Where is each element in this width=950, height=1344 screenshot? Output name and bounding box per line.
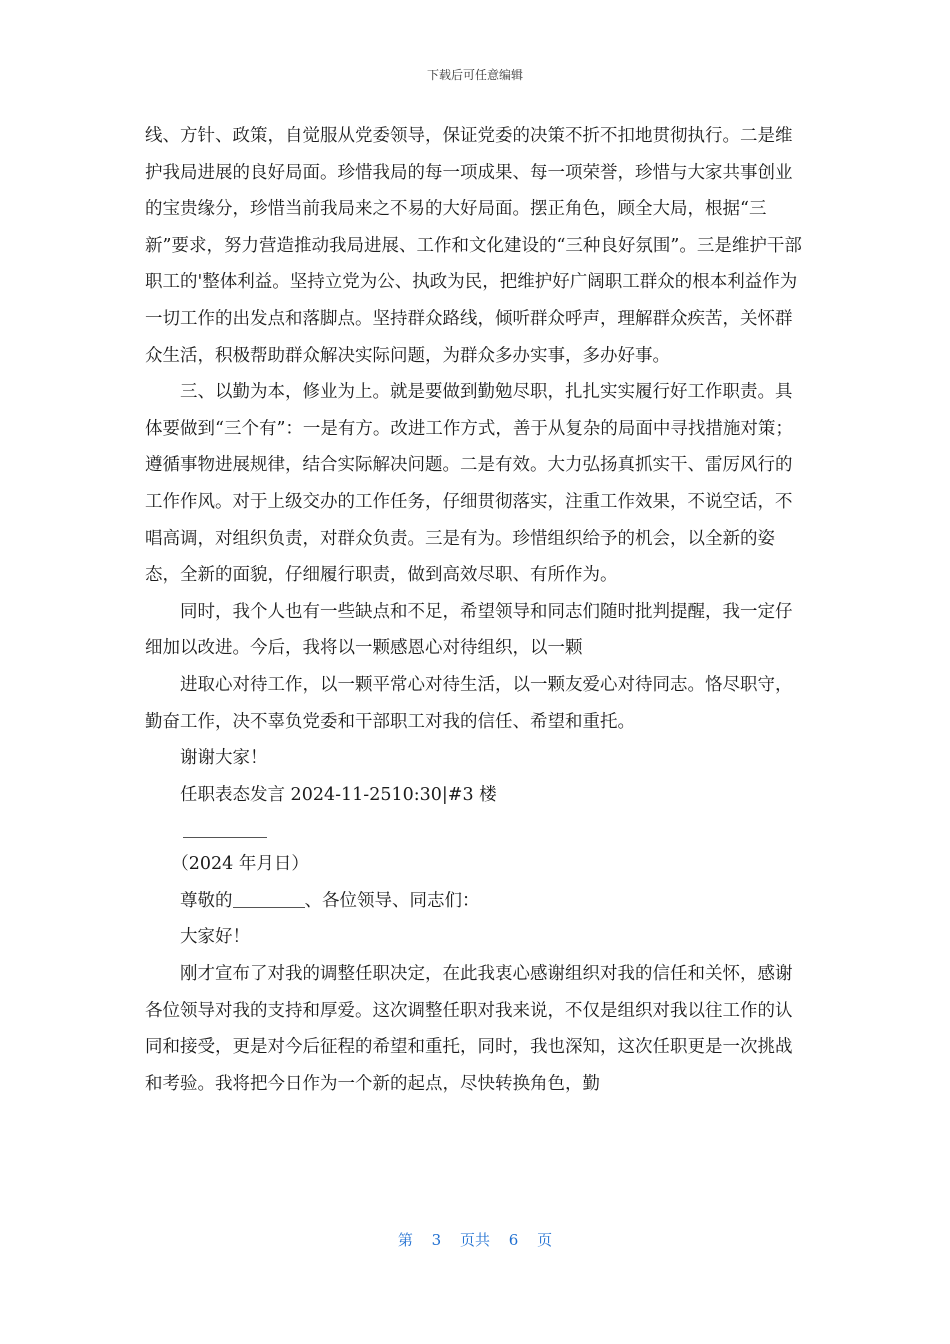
document-body	[145, 118, 805, 1102]
paragraph-3: 同时，我个人也有一些缺点和不足，希望领导和同志们随时批判提醒，我一定仔细加以改进。今后，我将以一颗感恩心对待组织，以一颗	[145, 601, 793, 659]
paragraph-4: 进取心对待工作，以一颗平常心对待生活，以一颗友爱心对待同志。恪尽职守，勤奋工作，决不辜负党委和干部职工对我的信任、希望和重托。	[145, 674, 793, 732]
greeting-line: 大家好！	[180, 927, 250, 948]
paragraph-2: 三、以勤为本，修业为上。就是要做到勤勉尽职，扎扎实实履行好工作职责。具体要做到“三个有”：一是有方。改进工作方式，善于从复杂的局面中寻找措施对策；遵循事物进展规律，结合实际解决问题。二是有效。大力弘扬真抓实干、雷厉风行的工作作风。对于上级交办的工作任务，仔细贯彻落实，注重工作效果，不说空话，不唱高调，对组织负责，对群众负责。三是有为。珍惜组织给予的机会，以全新的姿态，全新的面貌，仔细履行职责，做到高效尽职、有所作为。	[145, 382, 793, 586]
salutation-suffix: 、各位领导、同志们：	[304, 890, 480, 911]
page-current: 3	[431, 1231, 442, 1249]
page-footer	[0, 1229, 950, 1250]
paragraph-1: 线、方针、政策，自觉服从党委领导，保证党委的决策不折不扣地贯彻执行。二是维护我局进展的良好局面。珍惜我局的每一项成果、每一项荣誉，珍惜与大家共事创业的宝贵缘分，珍惜当前我局来之不易的大好局面。摆正角色，顾全大局，根据“三新”要求，努力营造推动我局进展、工作和文化建设的“三种良好氛围”。三是维护干部职工的'整体利益。坚持立党为公、执政为民，把维护好广阔职工群众的根本利益作为一切工作的出发点和落脚点。坚持群众路线，倾听群众呼声，理解群众疾苦，关怀群众生活，积极帮助群众解决实际问题，为群众多办实事，多办好事。	[145, 126, 802, 366]
paragraph-thanks: 谢谢大家！	[180, 748, 268, 769]
page-header-note: 下载后可任意编辑	[426, 68, 523, 82]
paragraph-7: 刚才宣布了对我的调整任职决定，在此我衷心感谢组织对我的信任和关怀，感谢各位领导对我的支持和厚爱。这次调整任职对我来说，不仅是组织对我以往工作的认同和接受，更是对今后征程的希望和重托，同时，我也深知，这次任职更是一次挑战和考验。我将把今日作为一个新的起点，尽快转换角色，勤	[145, 964, 793, 1094]
page-label-prefix: 第	[397, 1231, 413, 1249]
salutation-prefix: 尊敬的	[180, 890, 233, 911]
blank-rule	[183, 827, 267, 838]
page-label-suffix: 页	[537, 1231, 553, 1249]
page-total: 6	[508, 1231, 519, 1249]
date-line: （2024 年月日）	[171, 854, 309, 875]
salutation-blank	[233, 887, 305, 908]
salutation-line	[145, 883, 805, 920]
post-title-line: 任职表态发言 2024-11-2510:30|#3 楼	[180, 784, 497, 805]
page-label-mid: 页共	[459, 1231, 490, 1249]
